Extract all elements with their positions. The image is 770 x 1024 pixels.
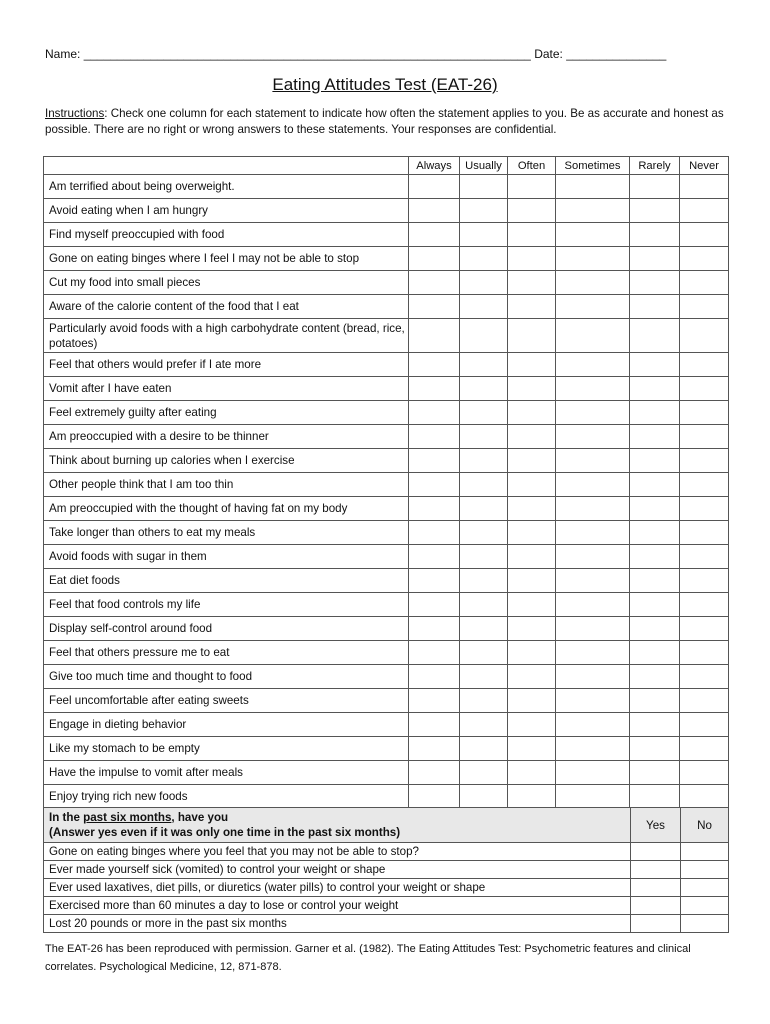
statements-body xyxy=(44,175,729,809)
answer-checkbox-sometimes[interactable] xyxy=(556,497,630,521)
answer-checkbox-always[interactable] xyxy=(409,295,460,319)
answer-checkbox-rarely[interactable] xyxy=(630,689,680,713)
statement-text: Display self-control around food xyxy=(44,617,409,641)
past-six-months-items xyxy=(44,843,729,933)
answer-checkbox-often[interactable] xyxy=(508,713,556,737)
table-row xyxy=(44,861,729,879)
answer-checkbox-always[interactable] xyxy=(409,377,460,401)
answer-checkbox-always[interactable] xyxy=(409,641,460,665)
statement-text: Am terrified about being overweight. xyxy=(44,175,409,199)
column-header: Always xyxy=(409,157,460,175)
past-six-months-question xyxy=(44,808,631,843)
answer-checkbox-rarely[interactable] xyxy=(630,665,680,689)
answer-checkbox-often[interactable] xyxy=(508,295,556,319)
answer-checkbox-sometimes[interactable] xyxy=(556,737,630,761)
table-row xyxy=(44,915,729,933)
answer-checkbox-never[interactable] xyxy=(680,545,729,569)
answer-checkbox-sometimes[interactable] xyxy=(556,641,630,665)
answer-checkbox-always[interactable] xyxy=(409,713,460,737)
answer-checkbox-sometimes[interactable] xyxy=(556,449,630,473)
statement-text: Vomit after I have eaten xyxy=(44,377,409,401)
answer-checkbox-often[interactable] xyxy=(508,199,556,223)
answer-checkbox-usually[interactable] xyxy=(460,785,508,809)
answer-checkbox-sometimes[interactable] xyxy=(556,521,630,545)
answer-checkbox-always[interactable] xyxy=(409,737,460,761)
answer-checkbox-often[interactable] xyxy=(508,377,556,401)
answer-checkbox-always[interactable] xyxy=(409,353,460,377)
answer-checkbox-no[interactable] xyxy=(681,879,729,897)
answer-checkbox-always[interactable] xyxy=(409,761,460,785)
question-underlined: past six months xyxy=(83,811,172,824)
answer-checkbox-never[interactable] xyxy=(680,175,729,199)
answer-checkbox-sometimes[interactable] xyxy=(556,271,630,295)
past-six-months-table xyxy=(43,807,729,933)
answer-checkbox-sometimes[interactable] xyxy=(556,785,630,809)
answer-checkbox-always[interactable] xyxy=(409,785,460,809)
question-suffix: , have you xyxy=(171,811,229,824)
answer-checkbox-always[interactable] xyxy=(409,401,460,425)
answer-checkbox-usually[interactable] xyxy=(460,593,508,617)
answer-checkbox-often[interactable] xyxy=(508,761,556,785)
answer-checkbox-sometimes[interactable] xyxy=(556,665,630,689)
answer-checkbox-rarely[interactable] xyxy=(630,785,680,809)
table-row xyxy=(44,223,729,247)
answer-checkbox-rarely[interactable] xyxy=(630,377,680,401)
statement-text: Am preoccupied with a desire to be thinner xyxy=(44,425,409,449)
statement-text: Gone on eating binges where I feel I may not be able to stop xyxy=(44,247,409,271)
statement-text: Feel that others pressure me to eat xyxy=(44,641,409,665)
answer-checkbox-often[interactable] xyxy=(508,641,556,665)
answer-checkbox-no[interactable] xyxy=(681,915,729,933)
answer-checkbox-always[interactable] xyxy=(409,199,460,223)
answer-checkbox-usually[interactable] xyxy=(460,545,508,569)
statement-text: Eat diet foods xyxy=(44,569,409,593)
answer-checkbox-sometimes[interactable] xyxy=(556,569,630,593)
past-item-text: Gone on eating binges where you feel that you may not be able to stop? xyxy=(44,843,631,861)
answer-checkbox-sometimes[interactable] xyxy=(556,593,630,617)
answer-checkbox-usually[interactable] xyxy=(460,617,508,641)
answer-checkbox-yes[interactable] xyxy=(631,879,681,897)
answer-checkbox-sometimes[interactable] xyxy=(556,247,630,271)
past-item-text: Exercised more than 60 minutes a day to lose or control your weight xyxy=(44,897,631,915)
header-blank-cell xyxy=(44,157,409,175)
answer-checkbox-always[interactable] xyxy=(409,617,460,641)
table-row xyxy=(44,401,729,425)
answer-checkbox-often[interactable] xyxy=(508,271,556,295)
answer-checkbox-often[interactable] xyxy=(508,401,556,425)
answer-checkbox-usually[interactable] xyxy=(460,689,508,713)
answer-checkbox-never[interactable] xyxy=(680,319,729,353)
answer-checkbox-rarely[interactable] xyxy=(630,353,680,377)
table-row xyxy=(44,295,729,319)
table-row xyxy=(44,843,729,861)
answer-checkbox-never[interactable] xyxy=(680,761,729,785)
answer-checkbox-always[interactable] xyxy=(409,497,460,521)
table-row xyxy=(44,545,729,569)
statement-text: Take longer than others to eat my meals xyxy=(44,521,409,545)
answer-checkbox-never[interactable] xyxy=(680,353,729,377)
answer-checkbox-rarely[interactable] xyxy=(630,199,680,223)
statement-text: Enjoy trying rich new foods xyxy=(44,785,409,809)
column-header: Rarely xyxy=(630,157,680,175)
answer-checkbox-never[interactable] xyxy=(680,689,729,713)
answer-checkbox-usually[interactable] xyxy=(460,319,508,353)
answer-checkbox-never[interactable] xyxy=(680,785,729,809)
answer-checkbox-rarely[interactable] xyxy=(630,761,680,785)
table-row xyxy=(44,473,729,497)
answer-checkbox-sometimes[interactable] xyxy=(556,377,630,401)
answer-checkbox-never[interactable] xyxy=(680,271,729,295)
answer-checkbox-often[interactable] xyxy=(508,545,556,569)
answer-checkbox-rarely[interactable] xyxy=(630,247,680,271)
answer-checkbox-sometimes[interactable] xyxy=(556,353,630,377)
table-row xyxy=(44,425,729,449)
column-header: Usually xyxy=(460,157,508,175)
answer-checkbox-often[interactable] xyxy=(508,175,556,199)
answer-checkbox-rarely[interactable] xyxy=(630,223,680,247)
answer-checkbox-never[interactable] xyxy=(680,199,729,223)
answer-checkbox-always[interactable] xyxy=(409,247,460,271)
statement-text: Have the impulse to vomit after meals xyxy=(44,761,409,785)
answer-checkbox-always[interactable] xyxy=(409,545,460,569)
answer-checkbox-sometimes[interactable] xyxy=(556,545,630,569)
answer-checkbox-never[interactable] xyxy=(680,497,729,521)
answer-checkbox-never[interactable] xyxy=(680,569,729,593)
answer-checkbox-often[interactable] xyxy=(508,785,556,809)
answer-checkbox-yes[interactable] xyxy=(631,843,681,861)
answer-checkbox-never[interactable] xyxy=(680,401,729,425)
answer-checkbox-often[interactable] xyxy=(508,665,556,689)
table-row xyxy=(44,247,729,271)
answer-checkbox-usually[interactable] xyxy=(460,425,508,449)
answer-checkbox-rarely[interactable] xyxy=(630,473,680,497)
table-row xyxy=(44,617,729,641)
answer-checkbox-sometimes[interactable] xyxy=(556,223,630,247)
answer-checkbox-rarely[interactable] xyxy=(630,617,680,641)
table-row xyxy=(44,761,729,785)
answer-checkbox-rarely[interactable] xyxy=(630,569,680,593)
answer-checkbox-yes[interactable] xyxy=(631,897,681,915)
table-row xyxy=(44,175,729,199)
answer-checkbox-usually[interactable] xyxy=(460,665,508,689)
answer-checkbox-usually[interactable] xyxy=(460,199,508,223)
statement-text: Avoid foods with sugar in them xyxy=(44,545,409,569)
answer-checkbox-usually[interactable] xyxy=(460,377,508,401)
statement-text: Feel extremely guilty after eating xyxy=(44,401,409,425)
answer-checkbox-never[interactable] xyxy=(680,473,729,497)
answer-checkbox-yes[interactable] xyxy=(631,915,681,933)
table-row xyxy=(44,737,729,761)
statement-text: Engage in dieting behavior xyxy=(44,713,409,737)
column-header: Sometimes xyxy=(556,157,630,175)
answer-checkbox-never[interactable] xyxy=(680,521,729,545)
statement-text: Am preoccupied with the thought of having fat on my body xyxy=(44,497,409,521)
date-field[interactable]: _______________ xyxy=(566,47,667,61)
no-header: No xyxy=(681,808,729,843)
column-header: Never xyxy=(680,157,729,175)
statement-text: Aware of the calorie content of the food that I eat xyxy=(44,295,409,319)
table-row xyxy=(44,641,729,665)
page-title: Eating Attitudes Test (EAT-26) xyxy=(272,75,498,94)
table-row xyxy=(44,879,729,897)
answer-checkbox-always[interactable] xyxy=(409,175,460,199)
answer-checkbox-never[interactable] xyxy=(680,247,729,271)
frequency-header-row xyxy=(44,157,729,175)
table-row xyxy=(44,593,729,617)
table-row xyxy=(44,377,729,401)
answer-checkbox-often[interactable] xyxy=(508,449,556,473)
statement-text: Particularly avoid foods with a high carbohydrate content (bread, rice, potatoes) xyxy=(44,319,409,353)
answer-checkbox-sometimes[interactable] xyxy=(556,689,630,713)
answer-checkbox-rarely[interactable] xyxy=(630,425,680,449)
statement-text: Cut my food into small pieces xyxy=(44,271,409,295)
statement-text: Give too much time and thought to food xyxy=(44,665,409,689)
answer-checkbox-often[interactable] xyxy=(508,617,556,641)
answer-checkbox-always[interactable] xyxy=(409,665,460,689)
answer-checkbox-usually[interactable] xyxy=(460,737,508,761)
answer-checkbox-usually[interactable] xyxy=(460,473,508,497)
past-item-text: Ever used laxatives, diet pills, or diuretics (water pills) to control your weight or shape xyxy=(44,879,631,897)
answer-checkbox-always[interactable] xyxy=(409,521,460,545)
yes-header: Yes xyxy=(631,808,681,843)
answer-checkbox-no[interactable] xyxy=(681,897,729,915)
statement-text: Feel uncomfortable after eating sweets xyxy=(44,689,409,713)
answer-checkbox-always[interactable] xyxy=(409,473,460,497)
citation: The EAT-26 has been reproduced with permission. Garner et al. (1982). The Eating Attitudes Test: Psychometric features and clinical correlates. Psychological Medicine, 12, 871-878. xyxy=(45,943,691,973)
answer-checkbox-always[interactable] xyxy=(409,425,460,449)
table-row xyxy=(44,449,729,473)
answer-checkbox-usually[interactable] xyxy=(460,521,508,545)
answer-checkbox-usually[interactable] xyxy=(460,271,508,295)
statement-text: Think about burning up calories when I exercise xyxy=(44,449,409,473)
answer-checkbox-never[interactable] xyxy=(680,713,729,737)
answer-checkbox-sometimes[interactable] xyxy=(556,713,630,737)
answer-checkbox-sometimes[interactable] xyxy=(556,319,630,353)
answer-checkbox-usually[interactable] xyxy=(460,223,508,247)
answer-checkbox-yes[interactable] xyxy=(631,861,681,879)
answer-checkbox-never[interactable] xyxy=(680,593,729,617)
answer-checkbox-rarely[interactable] xyxy=(630,295,680,319)
answer-checkbox-always[interactable] xyxy=(409,449,460,473)
table-row xyxy=(44,665,729,689)
answer-checkbox-sometimes[interactable] xyxy=(556,617,630,641)
answer-checkbox-rarely[interactable] xyxy=(630,641,680,665)
answer-checkbox-never[interactable] xyxy=(680,665,729,689)
instructions xyxy=(45,106,735,138)
statement-text: Avoid eating when I am hungry xyxy=(44,199,409,223)
answer-checkbox-often[interactable] xyxy=(508,497,556,521)
table-row xyxy=(44,521,729,545)
name-date-line xyxy=(45,47,725,61)
table-row xyxy=(44,353,729,377)
answer-checkbox-rarely[interactable] xyxy=(630,521,680,545)
answer-checkbox-often[interactable] xyxy=(508,569,556,593)
answer-checkbox-never[interactable] xyxy=(680,737,729,761)
table-row xyxy=(44,569,729,593)
answer-checkbox-often[interactable] xyxy=(508,319,556,353)
answer-checkbox-always[interactable] xyxy=(409,223,460,247)
table-row xyxy=(44,497,729,521)
answer-checkbox-rarely[interactable] xyxy=(630,319,680,353)
column-header: Often xyxy=(508,157,556,175)
table-row xyxy=(44,199,729,223)
answer-checkbox-sometimes[interactable] xyxy=(556,175,630,199)
answer-checkbox-usually[interactable] xyxy=(460,401,508,425)
past-item-text: Ever made yourself sick (vomited) to control your weight or shape xyxy=(44,861,631,879)
table-row xyxy=(44,271,729,295)
answer-checkbox-always[interactable] xyxy=(409,593,460,617)
name-label: Name: xyxy=(45,47,81,61)
answer-checkbox-usually[interactable] xyxy=(460,353,508,377)
answer-checkbox-never[interactable] xyxy=(680,449,729,473)
table-row xyxy=(44,897,729,915)
answer-checkbox-sometimes[interactable] xyxy=(556,761,630,785)
answer-checkbox-rarely[interactable] xyxy=(630,713,680,737)
answer-checkbox-rarely[interactable] xyxy=(630,271,680,295)
answer-checkbox-never[interactable] xyxy=(680,617,729,641)
answer-checkbox-often[interactable] xyxy=(508,689,556,713)
answer-checkbox-rarely[interactable] xyxy=(630,449,680,473)
question-prefix: In the xyxy=(49,811,84,824)
answer-checkbox-usually[interactable] xyxy=(460,295,508,319)
answer-checkbox-never[interactable] xyxy=(680,223,729,247)
answer-checkbox-often[interactable] xyxy=(508,425,556,449)
answer-checkbox-often[interactable] xyxy=(508,247,556,271)
answer-checkbox-usually[interactable] xyxy=(460,569,508,593)
frequency-table xyxy=(43,156,729,809)
answer-checkbox-no[interactable] xyxy=(681,861,729,879)
instructions-label: Instructions xyxy=(45,107,105,120)
statement-text: Like my stomach to be empty xyxy=(44,737,409,761)
answer-checkbox-usually[interactable] xyxy=(460,761,508,785)
answer-checkbox-rarely[interactable] xyxy=(630,175,680,199)
answer-checkbox-usually[interactable] xyxy=(460,713,508,737)
answer-checkbox-often[interactable] xyxy=(508,353,556,377)
past-item-text: Lost 20 pounds or more in the past six months xyxy=(44,915,631,933)
answer-checkbox-often[interactable] xyxy=(508,473,556,497)
answer-checkbox-rarely[interactable] xyxy=(630,545,680,569)
statement-text: Feel that food controls my life xyxy=(44,593,409,617)
answer-checkbox-no[interactable] xyxy=(681,843,729,861)
answer-checkbox-never[interactable] xyxy=(680,295,729,319)
instructions-text: : Check one column for each statement to indicate how often the statement applies to you. Be as accurate and honest as possible. There are no right or wrong answers to these statements. Your responses are confidential. xyxy=(45,107,724,136)
answer-checkbox-often[interactable] xyxy=(508,737,556,761)
past-six-months-header xyxy=(44,808,729,843)
answer-checkbox-usually[interactable] xyxy=(460,175,508,199)
answer-checkbox-usually[interactable] xyxy=(460,497,508,521)
name-field[interactable]: ___________________________________________________________________ xyxy=(83,47,531,61)
answer-checkbox-often[interactable] xyxy=(508,521,556,545)
answer-checkbox-never[interactable] xyxy=(680,377,729,401)
table-row xyxy=(44,689,729,713)
answer-checkbox-sometimes[interactable] xyxy=(556,473,630,497)
statement-text: Other people think that I am too thin xyxy=(44,473,409,497)
answer-checkbox-rarely[interactable] xyxy=(630,401,680,425)
answer-checkbox-usually[interactable] xyxy=(460,449,508,473)
answer-checkbox-always[interactable] xyxy=(409,271,460,295)
answer-checkbox-rarely[interactable] xyxy=(630,737,680,761)
answer-checkbox-rarely[interactable] xyxy=(630,593,680,617)
answer-checkbox-sometimes[interactable] xyxy=(556,199,630,223)
answer-checkbox-often[interactable] xyxy=(508,593,556,617)
date-label: Date: xyxy=(534,47,563,61)
answer-checkbox-sometimes[interactable] xyxy=(556,401,630,425)
answer-checkbox-often[interactable] xyxy=(508,223,556,247)
question-note: (Answer yes even if it was only one time in the past six months) xyxy=(49,826,401,839)
answer-checkbox-never[interactable] xyxy=(680,425,729,449)
answer-checkbox-always[interactable] xyxy=(409,319,460,353)
answer-checkbox-always[interactable] xyxy=(409,569,460,593)
table-row xyxy=(44,785,729,809)
answer-checkbox-usually[interactable] xyxy=(460,247,508,271)
statement-text: Find myself preoccupied with food xyxy=(44,223,409,247)
answer-checkbox-rarely[interactable] xyxy=(630,497,680,521)
statement-text: Feel that others would prefer if I ate more xyxy=(44,353,409,377)
table-row xyxy=(44,319,729,353)
answer-checkbox-sometimes[interactable] xyxy=(556,295,630,319)
answer-checkbox-sometimes[interactable] xyxy=(556,425,630,449)
answer-checkbox-usually[interactable] xyxy=(460,641,508,665)
answer-checkbox-never[interactable] xyxy=(680,641,729,665)
answer-checkbox-always[interactable] xyxy=(409,689,460,713)
table-row xyxy=(44,713,729,737)
